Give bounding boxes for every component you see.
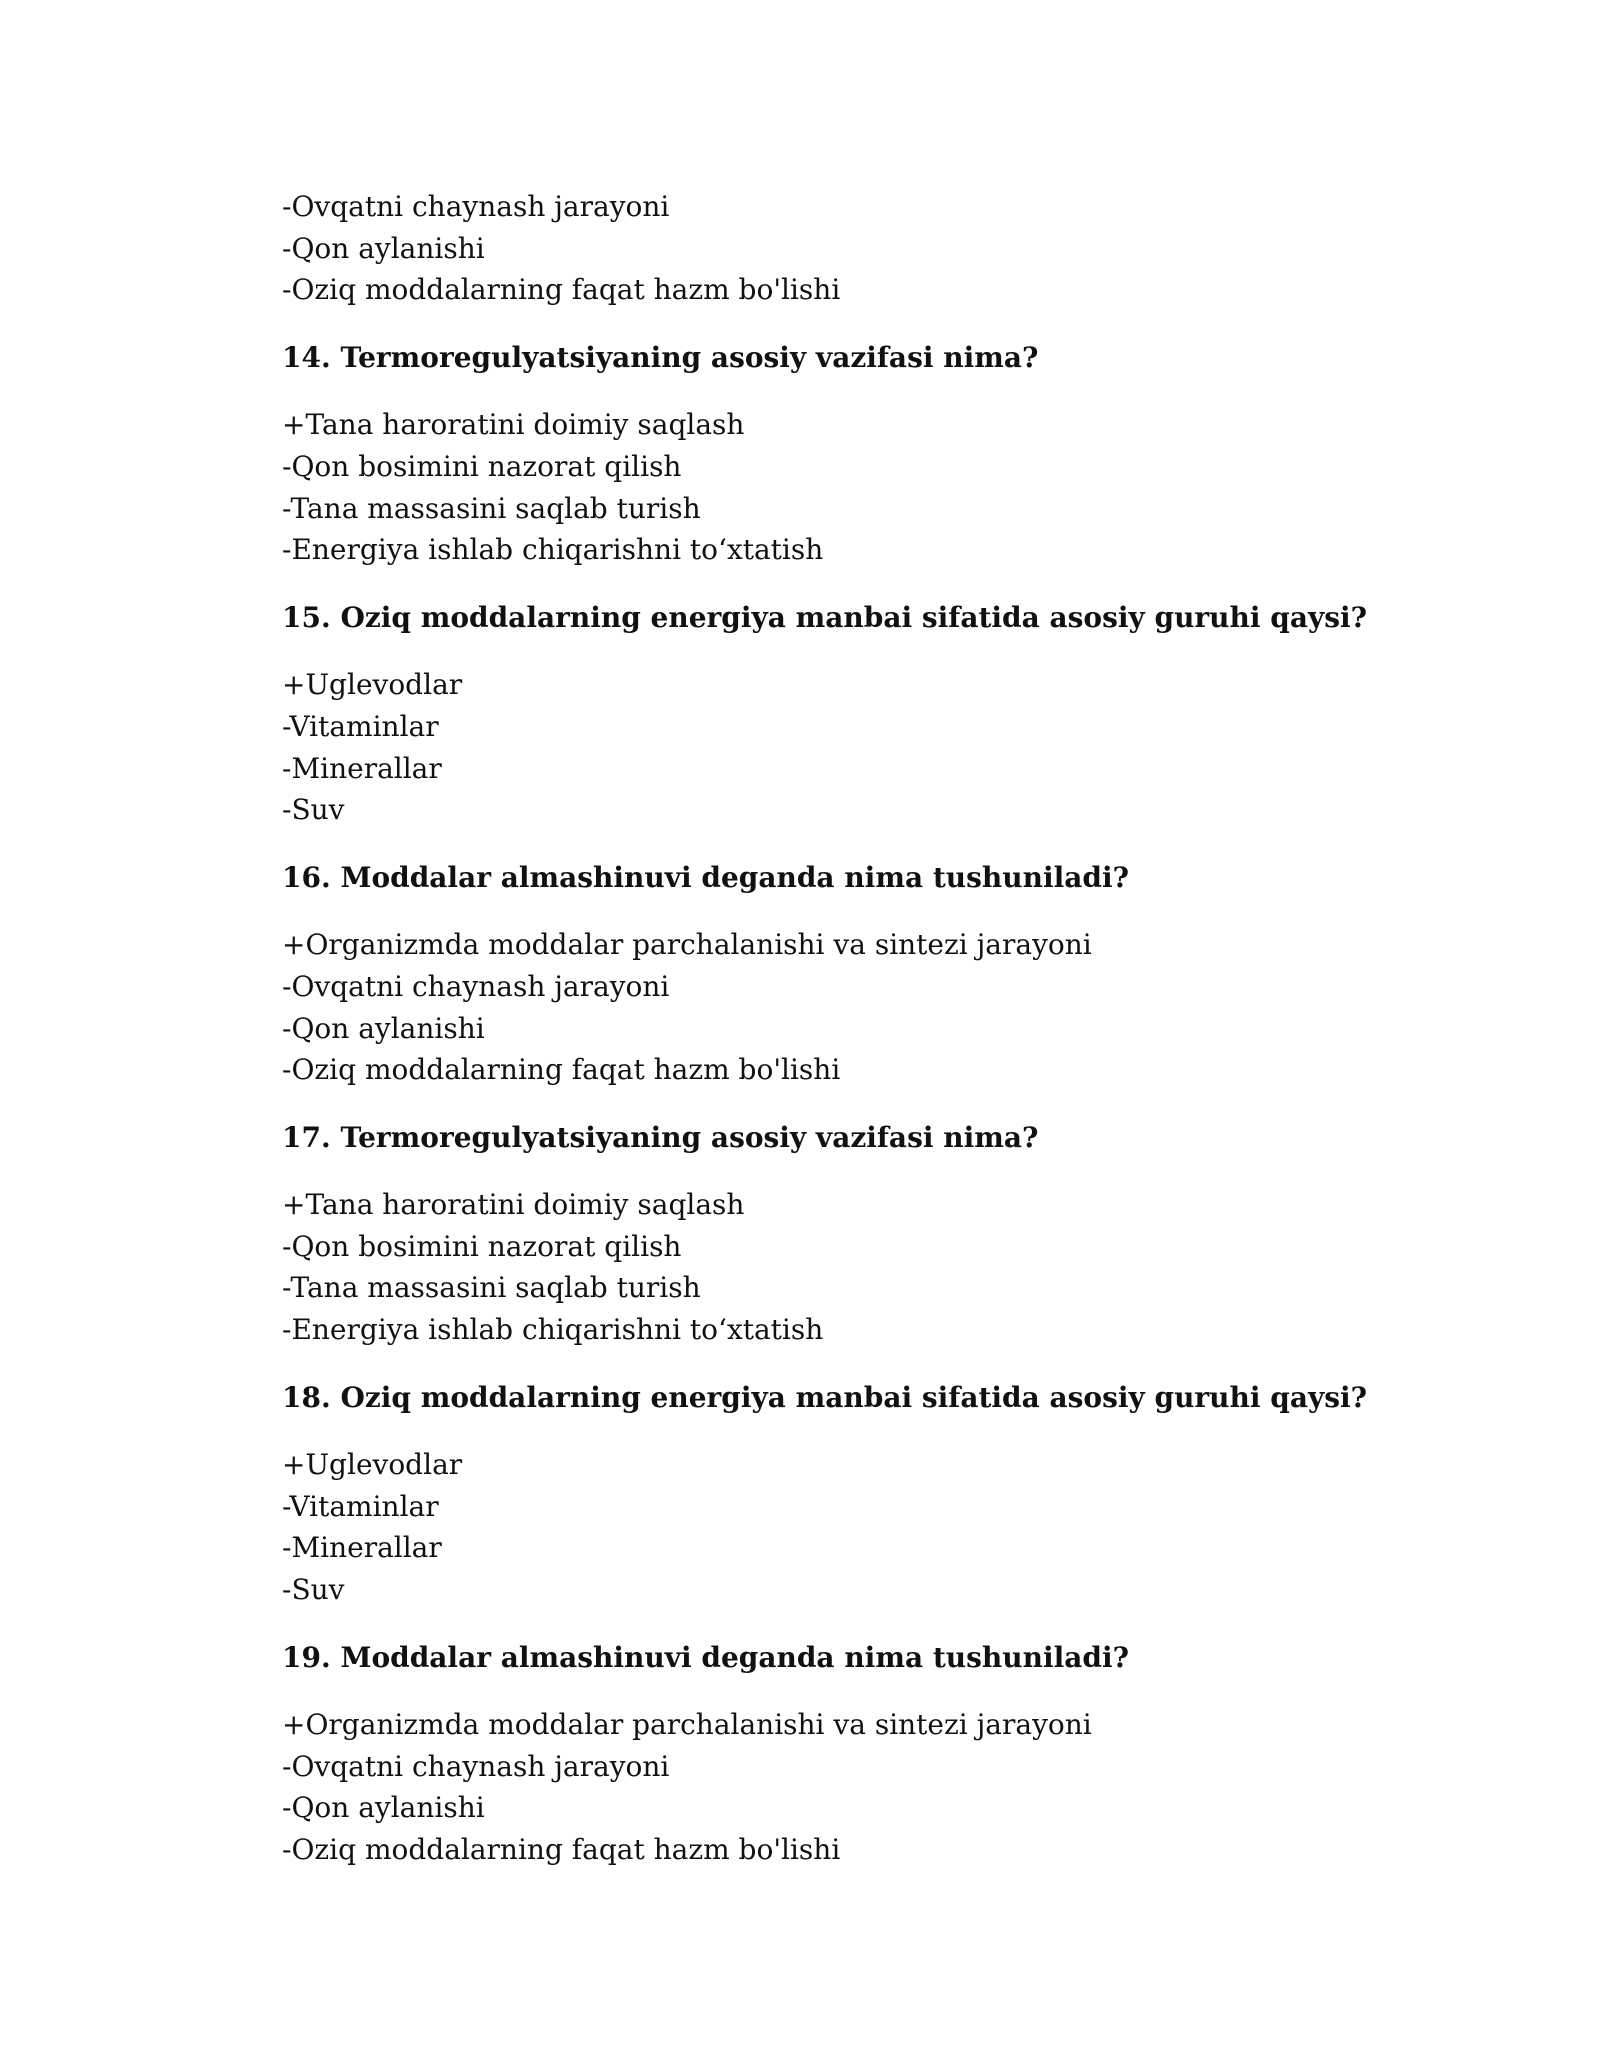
question-block — [282, 597, 1382, 831]
question-title: 18. Oziq moddalarning energiya manbai sifatida asosiy guruhi qaysi? — [282, 1380, 1368, 1414]
answer-option: +Tana haroratini doimiy saqlash — [282, 1188, 745, 1222]
question-title: 17. Termoregulyatsiyaning asosiy vazifasi nima? — [282, 1120, 1039, 1154]
answer-option: -Qon aylanishi — [282, 1011, 485, 1045]
answer-option: -Tana massasini saqlab turish — [282, 1271, 701, 1305]
answer-option: -Oziq moddalarning faqat hazm bo'lishi — [282, 1833, 841, 1866]
answer-option: +Uglevodlar — [282, 1448, 463, 1482]
question-block — [282, 1637, 1382, 1871]
question-title: 19. Moddalar almashinuvi deganda nima tushuniladi? — [282, 1640, 1129, 1674]
question-title: 16. Moddalar almashinuvi deganda nima tushuniladi? — [282, 860, 1129, 894]
answer-option: -Energiya ishlab chiqarishni to‘xtatish — [282, 533, 824, 567]
answer-option: -Vitaminlar — [282, 709, 439, 743]
answer-option: -Suv — [282, 1573, 345, 1607]
question-block — [282, 337, 1382, 571]
question-block — [282, 1117, 1382, 1351]
question-block — [282, 1377, 1382, 1611]
answer-option: -Qon aylanishi — [282, 1791, 485, 1825]
question-block — [282, 857, 1382, 1091]
answer-option: -Oziq moddalarning faqat hazm bo'lishi — [282, 273, 841, 307]
answer-option: -Qon bosimini nazorat qilish — [282, 1229, 682, 1263]
answer-option: -Tana massasini saqlab turish — [282, 491, 701, 525]
answer-option: +Tana haroratini doimiy saqlash — [282, 408, 745, 442]
answer-option: -Qon bosimini nazorat qilish — [282, 449, 682, 483]
answer-option: -Minerallar — [282, 1531, 442, 1565]
answer-option: -Oziq moddalarning faqat hazm bo'lishi — [282, 1053, 841, 1087]
answer-option: -Energiya ishlab chiqarishni to‘xtatish — [282, 1313, 824, 1347]
answer-option: +Organizmda moddalar parchalanishi va sintezi jarayoni — [282, 1708, 1092, 1742]
answer-option: -Vitaminlar — [282, 1489, 439, 1523]
answer-option: -Ovqatni chaynash jarayoni — [282, 190, 670, 223]
question-title: 14. Termoregulyatsiyaning asosiy vazifasi nima? — [282, 340, 1039, 374]
answer-option: -Ovqatni chaynash jarayoni — [282, 969, 670, 1003]
answer-option: -Qon aylanishi — [282, 231, 485, 265]
question-title: 15. Oziq moddalarning energiya manbai sifatida asosiy guruhi qaysi? — [282, 600, 1368, 634]
answer-option: +Organizmda moddalar parchalanishi va sintezi jarayoni — [282, 928, 1092, 962]
answer-option: -Ovqatni chaynash jarayoni — [282, 1749, 670, 1783]
answer-option: -Suv — [282, 793, 345, 827]
document-page — [282, 186, 1382, 1871]
intro-answer-list — [282, 186, 1382, 311]
answer-option: +Uglevodlar — [282, 668, 463, 702]
answer-option: -Minerallar — [282, 751, 442, 785]
